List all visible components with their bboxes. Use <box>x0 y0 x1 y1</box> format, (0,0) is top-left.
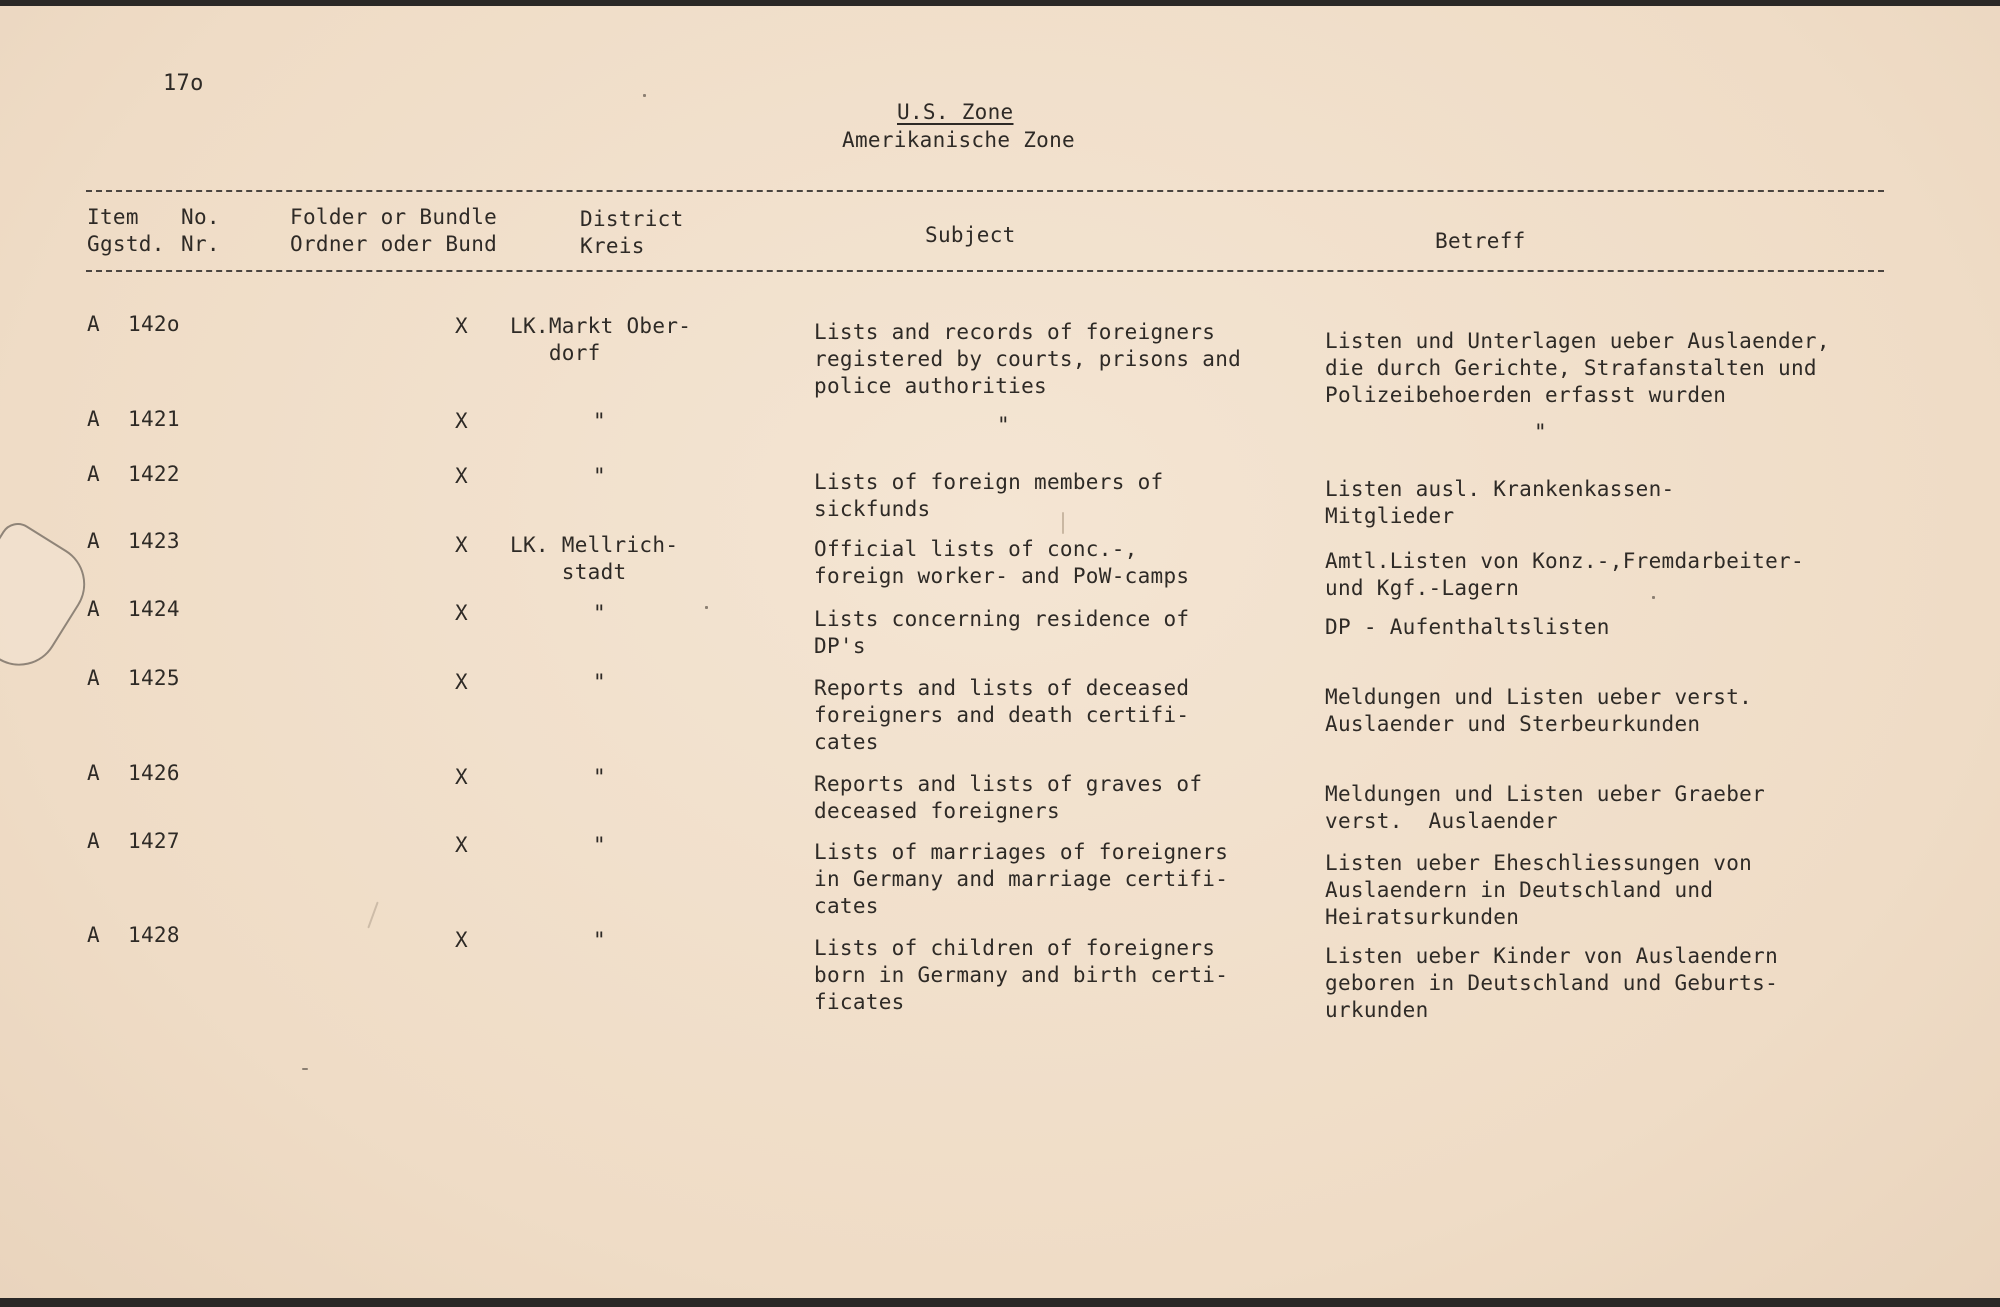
row-district: " <box>593 670 606 694</box>
row-subject: " <box>997 413 1010 437</box>
header-folder: Folder or Bundle <box>290 205 498 229</box>
row-folder-mark: X <box>455 314 468 338</box>
row-subject: Lists of marriages of foreigners in Germany and marriage certifi- cates <box>814 840 1229 918</box>
row-item: A <box>87 529 100 553</box>
row-district: " <box>593 765 606 789</box>
row-number: 1421 <box>128 407 180 431</box>
row-district: " <box>593 464 606 488</box>
header-no-de: Nr. <box>181 232 220 256</box>
header-district: District <box>580 207 684 231</box>
row-folder-mark: X <box>455 409 468 433</box>
row-item: A <box>87 666 100 690</box>
speck <box>367 902 378 929</box>
row-subject: Lists and records of foreigners registered by courts, prisons and police authorities <box>814 320 1242 398</box>
row-betreff: Listen ueber Kinder von Auslaendern geboren in Deutschland und Geburts- urkunden <box>1325 944 1779 1022</box>
row-item: A <box>87 829 100 853</box>
row-district: LK.Markt Ober- dorf <box>510 314 692 365</box>
row-item: A <box>87 923 100 947</box>
header-item-de: Ggstd. <box>87 232 165 256</box>
zone-title-en: U.S. Zone <box>897 100 1014 124</box>
header-folder-de: Ordner oder Bund <box>290 232 498 256</box>
row-folder-mark: X <box>455 464 468 488</box>
row-district: " <box>593 409 606 433</box>
row-folder-mark: X <box>455 533 468 557</box>
row-betreff: " <box>1534 420 1547 444</box>
header-subject: Subject <box>925 223 1016 247</box>
row-district: " <box>593 601 606 625</box>
row-subject: Lists of foreign members of sickfunds <box>814 470 1164 521</box>
row-folder-mark: X <box>455 670 468 694</box>
header-district-de: Kreis <box>580 234 645 258</box>
speck <box>1652 596 1655 599</box>
row-number: 1423 <box>128 529 180 553</box>
row-subject: Reports and lists of deceased foreigners and death certifi- cates <box>814 676 1190 754</box>
header-top-rule <box>86 190 1884 192</box>
row-number: 1425 <box>128 666 180 690</box>
row-number: 1424 <box>128 597 180 621</box>
row-number: 1422 <box>128 462 180 486</box>
speck <box>302 1068 308 1070</box>
row-betreff: Meldungen und Listen ueber Graeber verst. Auslaender <box>1325 782 1766 833</box>
row-betreff: Listen ueber Eheschliessungen von Auslaendern in Deutschland und Heiratsurkunden <box>1325 851 1753 929</box>
header-item: Item <box>87 205 139 229</box>
row-folder-mark: X <box>455 928 468 952</box>
row-number: 1427 <box>128 829 180 853</box>
row-item: A <box>87 407 100 431</box>
row-item: A <box>87 312 100 336</box>
header-no: No. <box>181 205 220 229</box>
row-district: " <box>593 833 606 857</box>
header-betreff: Betreff <box>1435 229 1526 253</box>
row-betreff: Meldungen und Listen ueber verst. Auslaender und Sterbeurkunden <box>1325 685 1753 736</box>
row-number: 142o <box>128 312 180 336</box>
row-betreff: Listen ausl. Krankenkassen- Mitglieder <box>1325 477 1675 528</box>
row-betreff: DP - Aufenthaltslisten <box>1325 615 1610 639</box>
row-betreff: Amtl.Listen von Konz.-,Fremdarbeiter- und Kgf.-Lagern <box>1325 549 1804 600</box>
row-folder-mark: X <box>455 833 468 857</box>
page-number: 17o <box>163 71 204 96</box>
header-bottom-rule <box>86 270 1884 272</box>
row-betreff: Listen und Unterlagen ueber Auslaender, die durch Gerichte, Strafanstalten und Polizeibehoerden erfasst wurden <box>1325 329 1830 407</box>
row-number: 1428 <box>128 923 180 947</box>
row-district: LK. Mellrich- stadt <box>510 533 679 584</box>
thumb-tab-mark <box>0 516 100 681</box>
row-subject: Reports and lists of graves of deceased foreigners <box>814 772 1203 823</box>
speck <box>705 606 708 609</box>
zone-title-de: Amerikanische Zone <box>842 128 1075 152</box>
row-item: A <box>87 462 100 486</box>
row-number: 1426 <box>128 761 180 785</box>
row-item: A <box>87 597 100 621</box>
row-folder-mark: X <box>455 765 468 789</box>
row-district: " <box>593 928 606 952</box>
row-folder-mark: X <box>455 601 468 625</box>
speck <box>643 94 646 97</box>
document-page <box>0 6 2000 1298</box>
speck <box>1062 512 1064 534</box>
row-subject: Official lists of conc.-, foreign worker- and PoW-camps <box>814 537 1190 588</box>
row-item: A <box>87 761 100 785</box>
row-subject: Lists of children of foreigners born in Germany and birth certi- ficates <box>814 936 1229 1014</box>
row-subject: Lists concerning residence of DP's <box>814 607 1190 658</box>
